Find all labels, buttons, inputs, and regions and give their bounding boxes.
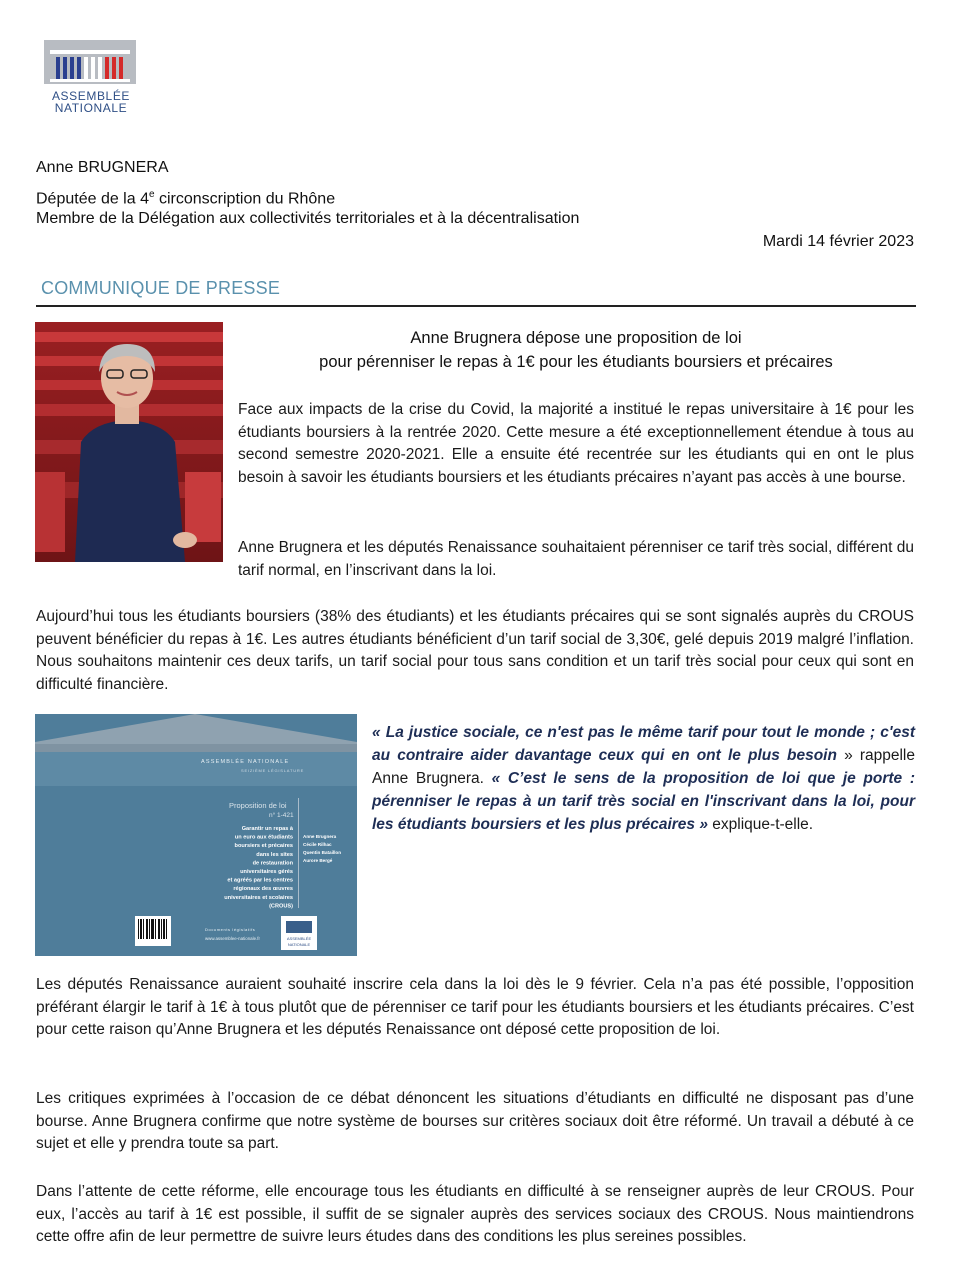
cover-title-line: boursiers et précaires: [234, 843, 293, 850]
cover-doc-type: Proposition de loi: [229, 801, 287, 810]
cover-footer-label: Documents législatifs: [205, 927, 256, 932]
cover-title-line: dans les sites: [256, 851, 293, 858]
document-date: Mardi 14 février 2023: [762, 233, 914, 250]
divider: [36, 305, 916, 307]
cover-doc-number: n° 1-421: [269, 812, 294, 819]
assemblee-nationale-logo: [44, 40, 138, 116]
quote-text-2: « C’est le sens de la proposition de loi que je porte : pérenniser le repas à un tarif très social en l'inscrivant dans la loi, pour les étudiants boursiers et les plus précaires »: [372, 770, 915, 833]
cover-logo-line2: NATIONALE: [287, 942, 311, 947]
cover-subheader: SEIZIÈME LÉGISLATURE: [241, 768, 305, 773]
cover-title-line: universitaires et scolaires: [224, 894, 293, 901]
logo-line1: ASSEMBLÉE: [51, 89, 131, 103]
cover-title-line: un euro aux étudiants: [234, 834, 293, 841]
cover-title-line: Garantir un repas à: [241, 826, 293, 832]
paragraph: Face aux impacts de la crise du Covid, la majorité a institué le repas universitaire à 1€ pour les étudiants boursiers à la rentrée 2020. Cette mesure a été exceptionnellement étendue à tous au second semestre 2020-2021. Elle a ensuite été recentrée sur les étudiants qui en ont le plus besoin à savoir les étudiants boursiers et les étudiants précaires n’ayant pas accès à une bourse.: [238, 401, 914, 486]
cover-footer: www.assemblee-nationale.fr: [205, 936, 260, 941]
deputy-name: Anne BRUGNERA: [36, 159, 169, 176]
deputy-role: Députée de la 4e circonscription du Rhône: [36, 189, 336, 208]
paragraph: Aujourd’hui tous les étudiants boursiers (38% des étudiants) et les étudiants précaires qui se sont signalés auprès du CROUS peuvent bénéficier du repas à 1€. Les autres étudiants bénéficient d’un tarif social de 3,30€, gelé depuis 2019 malgré l’inflation. Nous souhaitons maintenir ces deux tarifs, un tarif social pour tous sans condition et un tarif très social pour ceux qui sont en difficulté financière.: [36, 608, 914, 693]
paragraph: Anne Brugnera et les députés Renaissance souhaitaient pérenniser ce tarif très social, différent du tarif normal, en l’inscrivant dans la loi.: [238, 539, 914, 579]
paragraph: Les députés Renaissance auraient souhaité inscrire cela dans la loi dès le 9 février. Cela n’a pas été possible, l’opposition préférant élargir le tarif à 1€ à tous plutôt que de pérenniser ce tarif pour les étudiants boursiers et les étudiants précaires. C’est pour cette raison qu’Anne Brugnera et les députés Renaissance ont déposé cette proposition de loi.: [36, 976, 914, 1039]
cover-logo-line1: ASSEMBLÉE: [286, 936, 312, 941]
cover-title-line: régionaux des œuvres: [233, 886, 293, 893]
law-proposal-cover-image: [35, 714, 357, 956]
section-label: COMMUNIQUE DE PRESSE: [41, 278, 281, 298]
cover-header: ASSEMBLÉE NATIONALE: [201, 759, 290, 765]
quote-text-1: La justice sociale, ce n'est pas le même tarif pour tout le monde ; c'est au contraire aider davantage ceux qui en ont le plus besoin: [372, 724, 915, 764]
cover-author: Aurore Bergé: [303, 858, 333, 863]
cover-title-line: (CROUS): [269, 903, 293, 910]
cover-author: Quentin Bataillon: [303, 850, 342, 855]
press-release-title: Anne Brugnera dépose une proposition de loi pour pérenniser le repas à 1€ pour les étudiants boursiers et précaires: [319, 329, 833, 371]
tricolor-columns-icon: [44, 40, 136, 84]
cover-title-line: de restauration: [252, 860, 293, 867]
cover-title-line: et agréés par les centres: [227, 877, 293, 884]
portrait-photo: [35, 322, 223, 562]
quote-block: « La justice sociale, ce n'est pas le même tarif pour tout le monde ; c'est au contraire aider davantage ceux qui en ont le plus besoin » rappelle Anne Brugnera. « C’est le sens de la proposition de loi que je porte : pérenniser le repas à un tarif très social en l'inscrivant dans la loi, pour les étudiants boursiers et les plus précaires » explique-t-elle.: [372, 724, 915, 833]
cover-author: Anne Brugnera: [303, 834, 337, 839]
cover-author: Cécile Rilhac: [303, 842, 332, 847]
deputy-delegation: Membre de la Délégation aux collectivités territoriales et à la décentralisation: [36, 210, 580, 227]
paragraph: Dans l’attente de cette réforme, elle encourage tous les étudiants en difficulté à se renseigner auprès de leur CROUS. Pour eux, l’accès au tarif à 1€ est possible, il suffit de se signaler auprès des services sociaux des CROUS. Nous maintiendrons cette offre afin de leur permettre de suivre leurs études dans des conditions les plus sereines possibles.: [36, 1183, 914, 1246]
logo-line2: NATIONALE: [54, 101, 128, 115]
paragraph: Les critiques exprimées à l’occasion de ce débat dénoncent les situations d’étudiants en difficulté ne disposant pas d’une bourse. Anne Brugnera confirme que notre système de bourses sur critères sociaux doit être réformé. Un travail a débuté à ce sujet et elle y prendra toute sa part.: [36, 1090, 914, 1153]
cover-title-line: universitaires gérés: [240, 869, 293, 875]
